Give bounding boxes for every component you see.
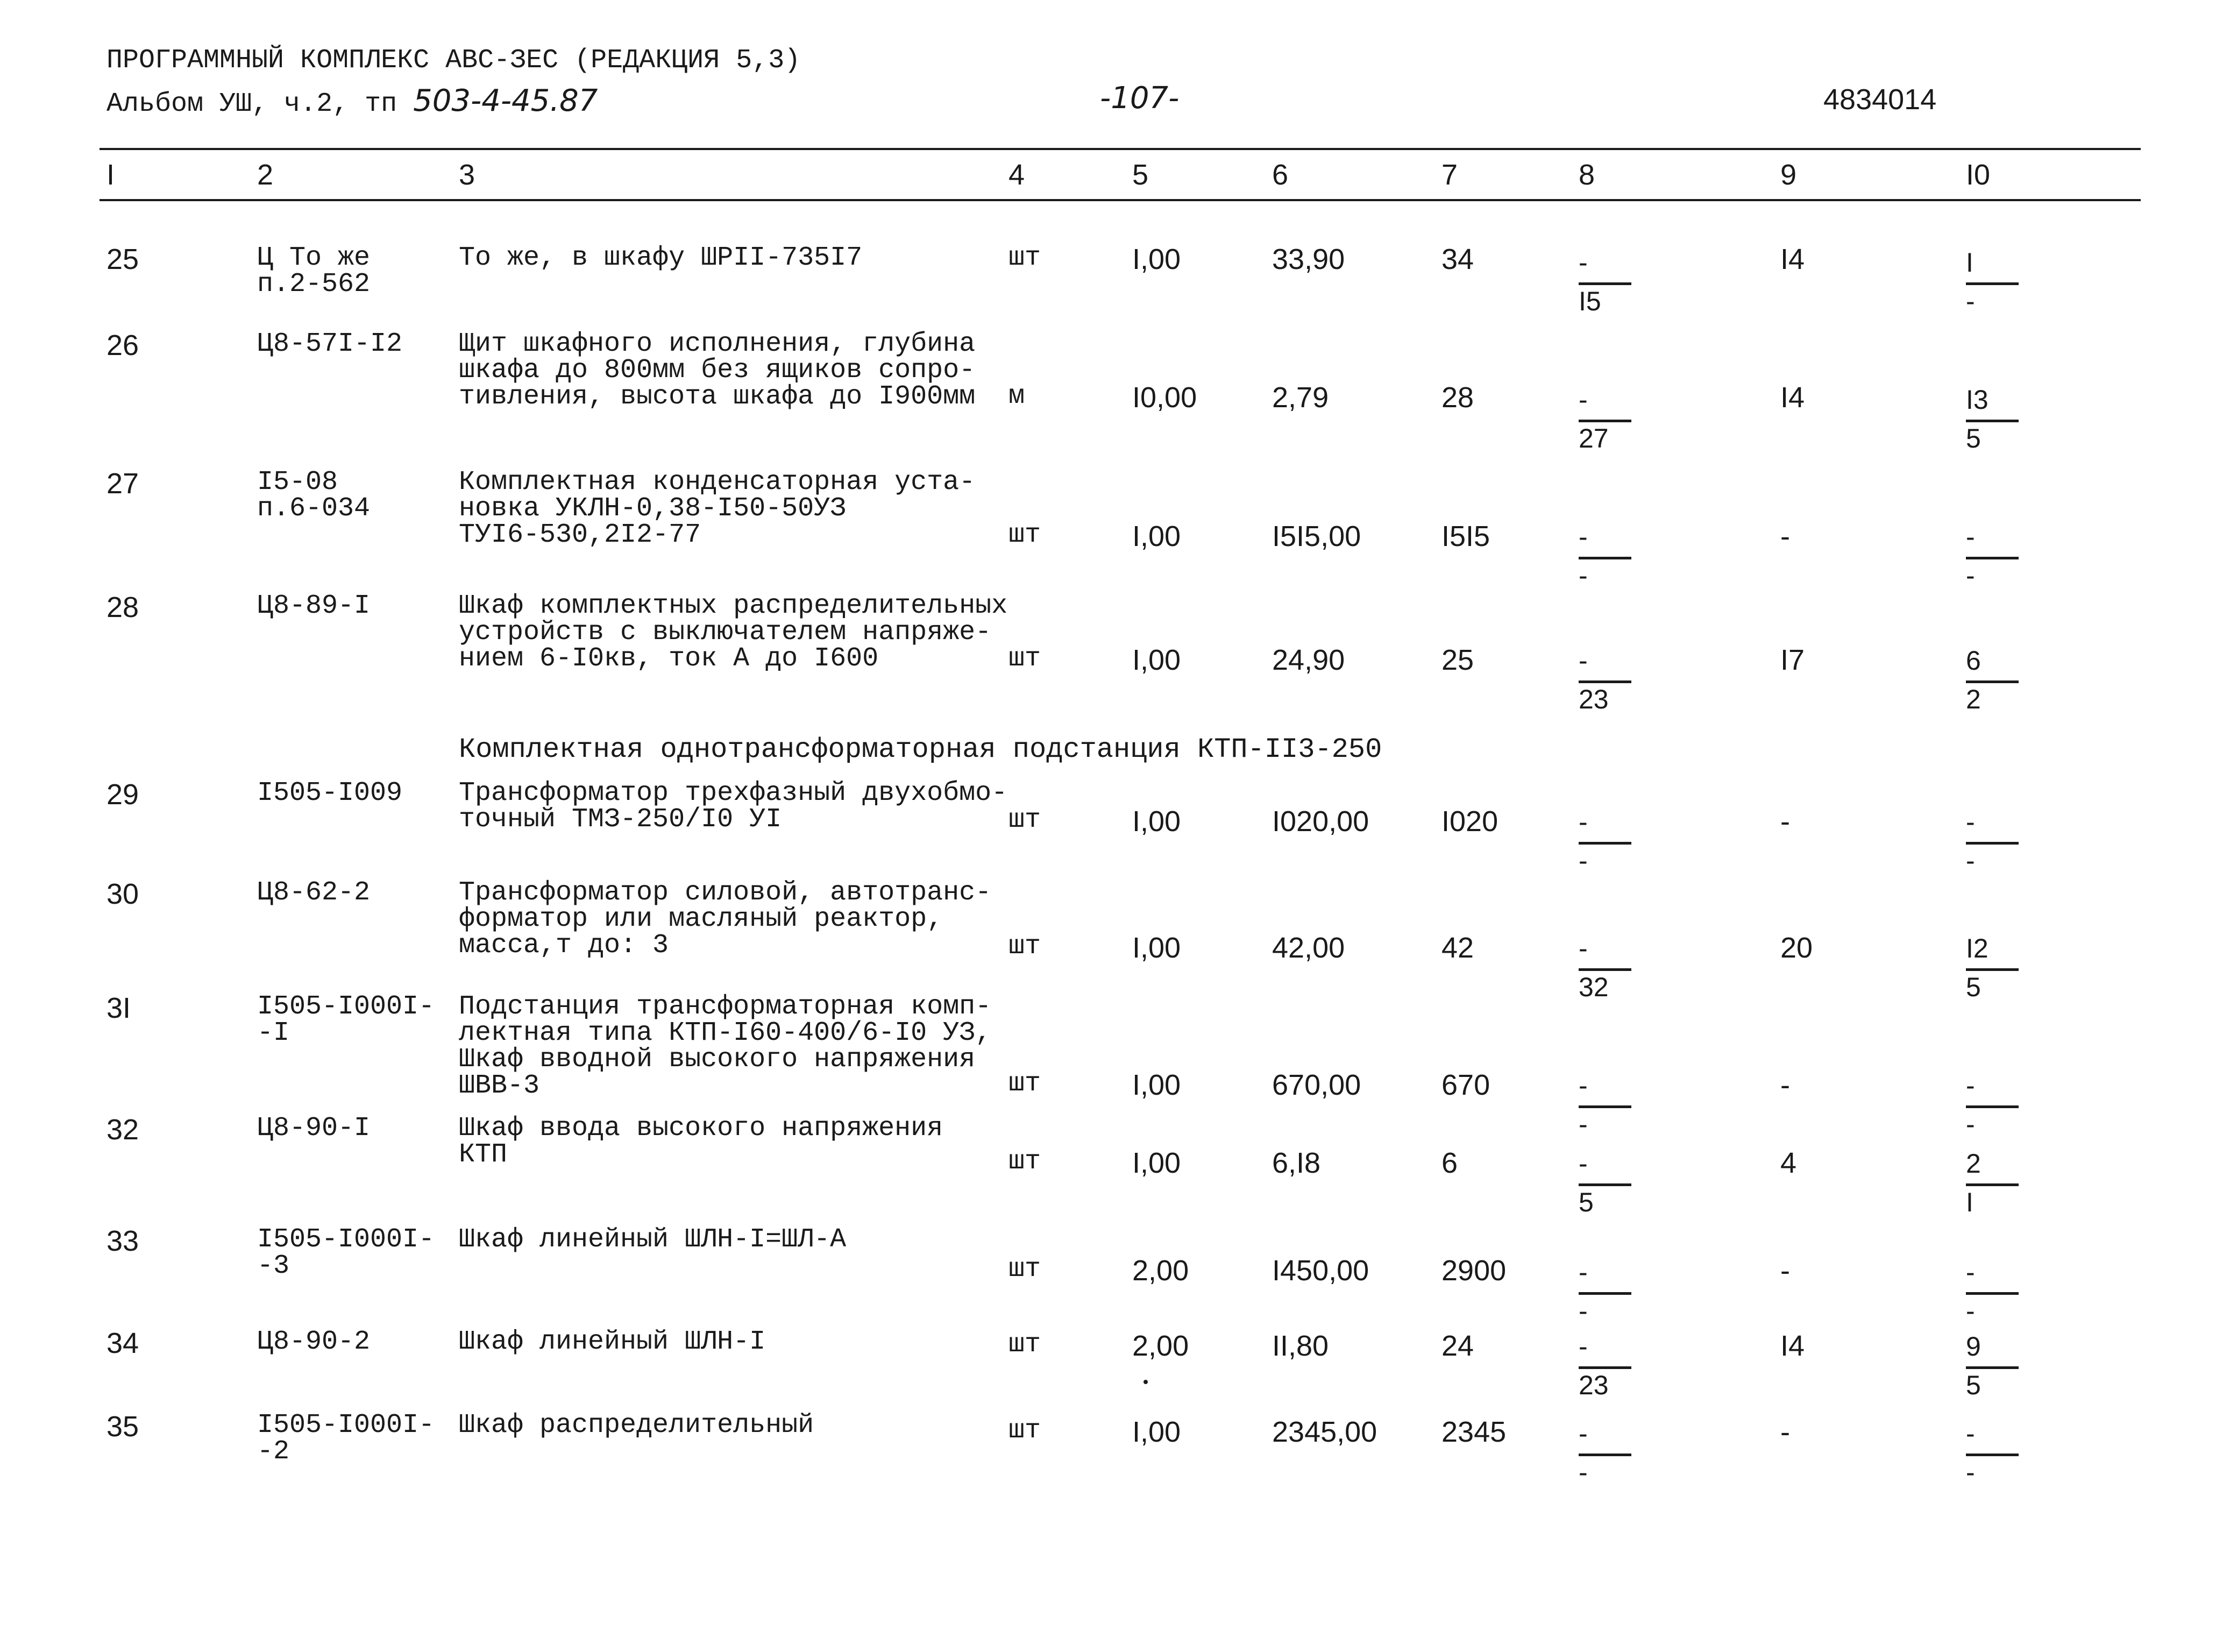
column-8-value-fraction-bar	[1579, 968, 1631, 971]
quantity: I,00	[1132, 932, 1181, 964]
unit-price: I5I5,00	[1272, 520, 1361, 552]
row-number: 33	[106, 1225, 139, 1257]
column-10-value-numerator: -	[1966, 522, 1975, 552]
column-10-value-denominator: -	[1966, 846, 1975, 876]
column-10-value-fraction-bar	[1966, 557, 2019, 559]
unit: шт	[1008, 931, 1041, 962]
column-8-value-fraction-bar	[1579, 557, 1631, 559]
column-10-value-denominator: -	[1966, 286, 1975, 316]
row-number: 29	[106, 778, 139, 811]
item-description: Шкаф ввода высокого напряжения КТП	[459, 1113, 943, 1170]
column-10-value	[1966, 935, 2019, 1005]
page-number: -107-	[1100, 81, 1180, 116]
column-10-value-denominator: 5	[1966, 1370, 1981, 1400]
column-8-value	[1579, 935, 1631, 1005]
column-10-value-numerator: 6	[1966, 646, 1981, 676]
column-10-value-numerator: -	[1966, 1070, 1975, 1101]
album-number: 503-4-45.87	[413, 83, 598, 118]
quantity: I,00	[1132, 1147, 1181, 1179]
total-cost: 25	[1441, 644, 1474, 676]
row-number: 34	[106, 1327, 139, 1359]
column-header-7: 7	[1441, 159, 1458, 191]
unit: шт	[1008, 520, 1041, 550]
quantity: I,00	[1132, 805, 1181, 838]
column-9-value: 20	[1780, 932, 1813, 964]
column-8-value-denominator: 5	[1579, 1187, 1594, 1217]
column-8-value	[1579, 523, 1631, 593]
column-8-value-denominator: I5	[1579, 286, 1601, 316]
column-9-value: I4	[1780, 243, 1805, 275]
price-code: Ц8-62-2	[257, 877, 371, 908]
column-10-value-fraction-bar	[1966, 282, 2019, 285]
column-9-value: 4	[1780, 1147, 1797, 1179]
column-header-3: 3	[459, 159, 475, 191]
column-header-5: 5	[1132, 159, 1149, 191]
quantity: 2,00	[1132, 1254, 1189, 1287]
price-code: Ц8-90-I	[257, 1113, 371, 1144]
price-code: I505-I009	[257, 778, 403, 809]
column-8-value	[1579, 1259, 1631, 1329]
unit: шт	[1008, 643, 1041, 674]
column-8-value-fraction-bar	[1579, 420, 1631, 422]
column-9-value: -	[1780, 1069, 1790, 1101]
quantity: I,00	[1132, 1069, 1181, 1101]
column-8-value-numerator: -	[1579, 247, 1588, 278]
header-rule-top	[100, 148, 2141, 150]
column-10-value	[1966, 1150, 2019, 1220]
total-cost: 34	[1441, 243, 1474, 275]
column-8-value-numerator: -	[1579, 933, 1588, 963]
quantity: I,00	[1132, 644, 1181, 676]
total-cost: I020	[1441, 805, 1498, 838]
row-number: 32	[106, 1114, 139, 1146]
item-description: Шкаф комплектных распределительных устройств с выключателем напряже- нием 6-I0кв, ток А до I600	[459, 591, 1008, 674]
column-header-9: 9	[1780, 159, 1797, 191]
column-9-value: -	[1780, 1254, 1790, 1287]
total-cost: 2345	[1441, 1416, 1507, 1448]
column-10-value-denominator: 2	[1966, 684, 1981, 714]
unit-price: 33,90	[1272, 243, 1345, 275]
unit: шт	[1008, 1415, 1041, 1446]
column-9-value: I4	[1780, 1330, 1805, 1362]
item-description: Трансформатор силовой, автотранс- форматор или масляный реактор, масса,т до: 3	[459, 877, 992, 961]
column-10-value	[1966, 523, 2019, 593]
column-10-value-numerator: -	[1966, 1419, 1975, 1449]
price-code: Ц8-90-2	[257, 1327, 371, 1357]
column-8-value-denominator: -	[1579, 846, 1588, 876]
column-9-value: I7	[1780, 644, 1805, 676]
column-8-value-denominator: 23	[1579, 1370, 1609, 1400]
column-10-value-denominator: -	[1966, 1109, 1975, 1139]
column-10-value-denominator: -	[1966, 1296, 1975, 1326]
unit-price: 2,79	[1272, 381, 1329, 414]
column-8-value-denominator: -	[1579, 561, 1588, 591]
unit: шт	[1008, 243, 1041, 273]
column-8-value	[1579, 1333, 1631, 1403]
item-description: Щит шкафного исполнения, глубина шкафа до 800мм без ящиков сопро- тивления, высота шкафа до I900мм	[459, 329, 976, 412]
total-cost: 2900	[1441, 1254, 1507, 1287]
column-10-value	[1966, 1420, 2019, 1490]
column-8-value	[1579, 386, 1631, 456]
row-number: 28	[106, 591, 139, 623]
column-8-value-numerator: -	[1579, 1070, 1588, 1101]
column-8-value-fraction-bar	[1579, 282, 1631, 285]
total-cost: 42	[1441, 932, 1474, 964]
unit-price: 2345,00	[1272, 1416, 1377, 1448]
section-title: Комплектная однотрансформаторная подстанция КТП-II3-250	[459, 734, 1382, 765]
column-10-value-fraction-bar	[1966, 968, 2019, 971]
column-9-value: I4	[1780, 381, 1805, 414]
unit-price: I020,00	[1272, 805, 1369, 838]
total-cost: 6	[1441, 1147, 1458, 1179]
column-8-value	[1579, 809, 1631, 878]
column-8-value-fraction-bar	[1579, 1454, 1631, 1456]
column-10-value-fraction-bar	[1966, 842, 2019, 845]
price-code: I505-I000I- -3	[257, 1224, 435, 1281]
column-8-value-denominator: -	[1579, 1109, 1588, 1139]
unit-price: 6,I8	[1272, 1147, 1321, 1179]
column-8-value-numerator: -	[1579, 385, 1588, 415]
unit: шт	[1008, 1146, 1041, 1177]
total-cost: 28	[1441, 381, 1474, 414]
column-10-value-numerator: -	[1966, 807, 1975, 837]
column-8-value-fraction-bar	[1579, 1105, 1631, 1108]
column-10-value-numerator: I	[1966, 247, 1973, 278]
column-10-value-fraction-bar	[1966, 1183, 2019, 1186]
unit-price: II,80	[1272, 1330, 1329, 1362]
column-8-value-fraction-bar	[1579, 842, 1631, 845]
quantity: I,00	[1132, 243, 1181, 275]
item-description: Комплектная конденсаторная уста- новка УКЛН-0,38-I50-50УЗ ТУI6-530,2I2-77	[459, 467, 976, 550]
column-header-2: 2	[257, 159, 274, 191]
column-header-6: 6	[1272, 159, 1289, 191]
item-description: Подстанция трансформаторная комп- лектная типа КТП-I60-400/6-I0 УЗ, Шкаф вводной высокого напряжения ШВВ-3	[459, 991, 992, 1101]
column-8-value-denominator: -	[1579, 1457, 1588, 1487]
document-code: 4834014	[1823, 83, 1937, 116]
column-header-1: I	[106, 159, 115, 191]
column-header-10: I0	[1966, 159, 1991, 191]
album-prefix: Альбом УШ, ч.2, тп	[106, 89, 397, 119]
unit-price: 24,90	[1272, 644, 1345, 676]
column-10-value	[1966, 1259, 2019, 1329]
column-9-value: -	[1780, 1416, 1790, 1448]
column-8-value	[1579, 1072, 1631, 1142]
price-code: I505-I000I- -I	[257, 991, 435, 1048]
column-8-value-fraction-bar	[1579, 1292, 1631, 1295]
column-8-value	[1579, 1150, 1631, 1220]
column-10-value-denominator: -	[1966, 1457, 1975, 1487]
column-8-value-numerator: -	[1579, 1331, 1588, 1362]
quantity: I,00	[1132, 1416, 1181, 1448]
column-10-value-denominator: -	[1966, 561, 1975, 591]
unit: м	[1008, 381, 1025, 412]
column-10-value-numerator: 9	[1966, 1331, 1981, 1362]
column-10-value-fraction-bar	[1966, 1454, 2019, 1456]
column-10-value	[1966, 1333, 2019, 1403]
column-header-4: 4	[1008, 159, 1025, 191]
column-8-value-numerator: -	[1579, 646, 1588, 676]
column-8-value	[1579, 1420, 1631, 1490]
column-10-value-fraction-bar	[1966, 1105, 2019, 1108]
column-header-8: 8	[1579, 159, 1595, 191]
price-code: Ц8-57I-I2	[257, 329, 403, 359]
column-10-value	[1966, 809, 2019, 878]
column-10-value-denominator: I	[1966, 1187, 1973, 1217]
item-description: Трансформатор трехфазный двухобмо- точный ТМЗ-250/I0 УI	[459, 778, 1008, 835]
column-8-value-fraction-bar	[1579, 1183, 1631, 1186]
ink-dot	[1144, 1380, 1148, 1384]
column-9-value: -	[1780, 805, 1790, 838]
header-rule-bottom	[100, 199, 2141, 201]
total-cost: 670	[1441, 1069, 1490, 1101]
item-description: То же, в шкафу ШРII-735I7	[459, 243, 863, 273]
unit: шт	[1008, 1068, 1041, 1099]
column-10-value-denominator: 5	[1966, 423, 1981, 453]
unit-price: 42,00	[1272, 932, 1345, 964]
column-8-value-denominator: 27	[1579, 423, 1609, 453]
column-10-value-numerator: I3	[1966, 385, 1988, 415]
column-9-value: -	[1780, 520, 1790, 552]
album-line	[106, 83, 598, 119]
column-10-value	[1966, 647, 2019, 717]
column-10-value-numerator: 2	[1966, 1148, 1981, 1179]
column-8-value-numerator: -	[1579, 1148, 1588, 1179]
column-10-value	[1966, 249, 2019, 319]
column-8-value	[1579, 249, 1631, 319]
column-8-value-denominator: 32	[1579, 972, 1609, 1002]
quantity: I,00	[1132, 520, 1181, 552]
unit-price: 670,00	[1272, 1069, 1361, 1101]
column-10-value-numerator: I2	[1966, 933, 1988, 963]
program-title: ПРОГРАММНЫЙ КОМПЛЕКС АВС-ЗЕС (РЕДАКЦИЯ 5,3)	[106, 45, 801, 76]
row-number: 3I	[106, 992, 131, 1024]
column-10-value	[1966, 386, 2019, 456]
column-8-value-numerator: -	[1579, 1257, 1588, 1287]
column-8-value-denominator: -	[1579, 1296, 1588, 1326]
column-10-value-fraction-bar	[1966, 420, 2019, 422]
quantity: 2,00	[1132, 1330, 1189, 1362]
column-8-value-numerator: -	[1579, 522, 1588, 552]
row-number: 26	[106, 329, 139, 361]
price-code: I5-08 п.6-034	[257, 467, 371, 524]
total-cost: 24	[1441, 1330, 1474, 1362]
column-10-value-fraction-bar	[1966, 1366, 2019, 1369]
total-cost: I5I5	[1441, 520, 1490, 552]
column-8-value-fraction-bar	[1579, 680, 1631, 683]
column-8-value-numerator: -	[1579, 807, 1588, 837]
column-8-value-numerator: -	[1579, 1419, 1588, 1449]
column-10-value-numerator: -	[1966, 1257, 1975, 1287]
item-description: Шкаф распределительный	[459, 1410, 814, 1441]
column-10-value-fraction-bar	[1966, 680, 2019, 683]
column-8-value-fraction-bar	[1579, 1366, 1631, 1369]
row-number: 27	[106, 467, 139, 500]
unit: шт	[1008, 1329, 1041, 1360]
price-code: Ц То же п.2-562	[257, 243, 371, 300]
column-8-value-denominator: 23	[1579, 684, 1609, 714]
column-10-value	[1966, 1072, 2019, 1142]
column-8-value	[1579, 647, 1631, 717]
item-description: Шкаф линейный ШЛН-I	[459, 1327, 766, 1357]
row-number: 35	[106, 1410, 139, 1443]
column-10-value-denominator: 5	[1966, 972, 1981, 1002]
unit: шт	[1008, 805, 1041, 835]
column-10-value-fraction-bar	[1966, 1292, 2019, 1295]
row-number: 30	[106, 878, 139, 910]
row-number: 25	[106, 243, 139, 275]
price-code: I505-I000I- -2	[257, 1410, 435, 1467]
unit: шт	[1008, 1254, 1041, 1285]
quantity: I0,00	[1132, 381, 1197, 414]
unit-price: I450,00	[1272, 1254, 1369, 1287]
item-description: Шкаф линейный ШЛН-I=ШЛ-А	[459, 1224, 847, 1255]
price-code: Ц8-89-I	[257, 591, 371, 621]
